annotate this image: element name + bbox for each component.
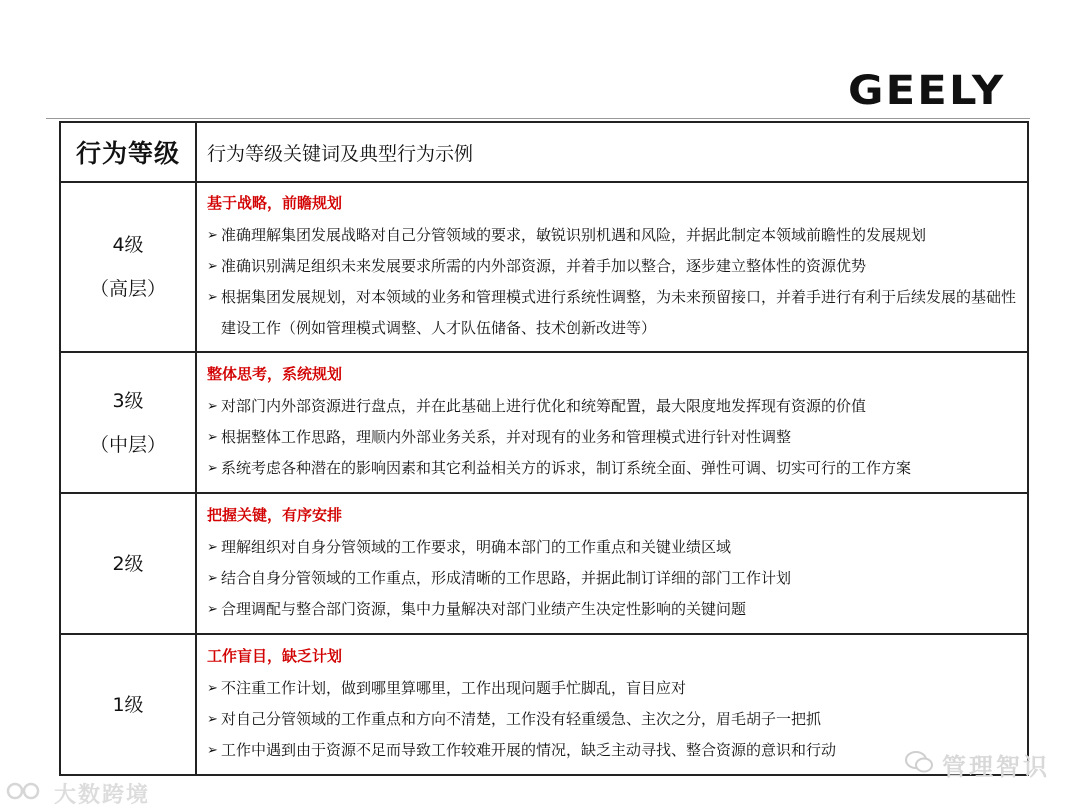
brand-logo-icon (6, 780, 50, 802)
level-label: 1级 (112, 693, 144, 716)
list-item-text: 对自己分管领域的工作重点和方向不清楚，工作没有轻重缓急、主次之分，眉毛胡子一把抓 (221, 710, 822, 728)
level-sub-label: （高层） (89, 278, 166, 300)
list-item-text: 不注重工作计划，做到哪里算哪里，工作出现问题手忙脚乱，盲目应对 (221, 679, 687, 697)
geely-logo: GEELY (848, 68, 1006, 114)
level-label: 3级 (112, 389, 144, 412)
list-item (207, 704, 1017, 735)
level-label: 4级 (112, 234, 144, 256)
level-cell (60, 352, 196, 493)
arrow-bullet-icon: ➢ (207, 743, 218, 758)
level-cell (60, 182, 196, 352)
list-item (207, 453, 1017, 484)
level-cell (60, 493, 196, 634)
list-item-text: 根据集团发展规划，对本领域的业务和管理模式进行系统性调整，为未来预留接口，并着手进行有利于后续发展的基础性建设工作（例如管理模式调整、人才队伍储备、技术创新改进等） (221, 288, 1017, 337)
list-item-text: 准确理解集团发展战略对自己分管领域的要求，敏锐识别机遇和风险，并据此制定本领域前瞻性的发展规划 (221, 226, 927, 244)
desc-cell (196, 352, 1028, 493)
arrow-bullet-icon: ➢ (207, 681, 218, 696)
list-item (207, 594, 1017, 625)
level-cell (60, 634, 196, 775)
row-title: 整体思考，系统规划 (207, 365, 343, 383)
arrow-bullet-icon: ➢ (207, 399, 218, 414)
desc-cell (196, 493, 1028, 634)
level-label: 2级 (112, 552, 144, 575)
list-item-text: 系统考虑各种潜在的影响因素和其它利益相关方的诉求，制订系统全面、弹性可调、切实可行的工作方案 (221, 459, 912, 477)
list-item (207, 735, 1017, 766)
wechat-icon (904, 750, 934, 774)
watermark-left: 大数跨境 (54, 783, 151, 808)
list-item (207, 532, 1017, 563)
list-item (207, 563, 1017, 594)
table-header-row (60, 122, 1028, 182)
table-row-level-3 (60, 352, 1028, 493)
list-item-text: 结合自身分管领域的工作重点，形成清晰的工作思路，并据此制订详细的部门工作计划 (221, 569, 792, 587)
list-item (207, 251, 1017, 282)
list-item-text: 工作中遇到由于资源不足而导致工作较难开展的情况，缺乏主动寻找、整合资源的意识和行动 (221, 741, 837, 759)
list-item (207, 391, 1017, 422)
arrow-bullet-icon: ➢ (207, 430, 218, 445)
list-item (207, 673, 1017, 704)
arrow-bullet-icon: ➢ (207, 602, 218, 617)
table-row-level-1 (60, 634, 1028, 775)
arrow-bullet-icon: ➢ (207, 228, 218, 243)
header-desc-cell: 行为等级关键词及典型行为示例 (196, 122, 1028, 182)
list-item-text: 准确识别满足组织未来发展要求所需的内外部资源，并着手加以整合，逐步建立整体性的资源优势 (221, 257, 867, 275)
arrow-bullet-icon: ➢ (207, 571, 218, 586)
row-title: 工作盲目，缺乏计划 (207, 647, 343, 665)
list-item-text: 根据整体工作思路，理顺内外部业务关系，并对现有的业务和管理模式进行针对性调整 (221, 428, 792, 446)
header-level-cell: 行为等级 (60, 122, 196, 182)
arrow-bullet-icon: ➢ (207, 540, 218, 555)
row-title: 基于战略，前瞻规划 (207, 194, 343, 212)
top-divider (46, 118, 1030, 119)
arrow-bullet-icon: ➢ (207, 290, 218, 305)
table-row-level-4 (60, 182, 1028, 352)
list-item (207, 422, 1017, 453)
list-item-text: 理解组织对自身分管领域的工作要求，明确本部门的工作重点和关键业绩区域 (221, 538, 732, 556)
arrow-bullet-icon: ➢ (207, 712, 218, 727)
list-item-text: 合理调配与整合部门资源，集中力量解决对部门业绩产生决定性影响的关键问题 (221, 600, 747, 618)
list-item (207, 282, 1017, 344)
level-sub-label: （中层） (89, 433, 166, 456)
behavior-level-table (59, 121, 1029, 776)
watermark-right: 管理智识 (942, 753, 1050, 781)
arrow-bullet-icon: ➢ (207, 259, 218, 274)
table-row-level-2 (60, 493, 1028, 634)
list-item-text: 对部门内外部资源进行盘点，并在此基础上进行优化和统筹配置，最大限度地发挥现有资源的价值 (221, 397, 867, 415)
desc-cell (196, 182, 1028, 352)
list-item (207, 220, 1017, 251)
row-title: 把握关键，有序安排 (207, 506, 343, 524)
arrow-bullet-icon: ➢ (207, 461, 218, 476)
